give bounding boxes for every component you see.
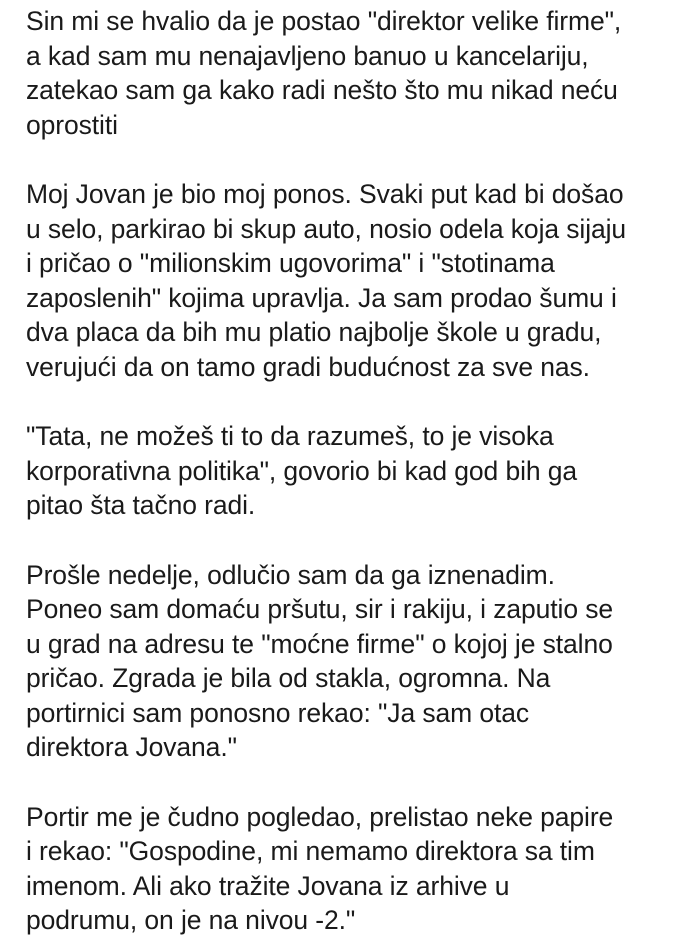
text-line: Poneo sam domaću pršutu, sir i rakiju, i zaputio se xyxy=(26,594,614,625)
paragraph-3 xyxy=(26,419,676,523)
text-line: "Tata, ne možeš ti to da razumeš, to je visoka xyxy=(26,421,554,452)
paragraph-4 xyxy=(26,558,676,766)
text-line: i pričao o "milionskim ugovorima" i "stotinama xyxy=(26,248,555,279)
text-line: i rekao: "Gospodine, mi nemamo direktora sa tim xyxy=(26,836,595,867)
text-line: pitao šta tačno radi. xyxy=(26,490,256,521)
text-line-cut-off: podrumu, on je na nivou -2." xyxy=(26,905,356,936)
paragraph-2 xyxy=(26,177,676,385)
text-line: oprostiti xyxy=(26,109,118,140)
post-body xyxy=(26,4,676,952)
text-line: Prošle nedelje, odlučio sam da ga iznenadim. xyxy=(26,559,555,590)
paragraph-5 xyxy=(26,800,676,936)
text-line: portirnici sam ponosno rekao: "Ja sam otac xyxy=(26,697,530,728)
text-line: a kad sam mu nenajavljeno banuo u kancelariju, xyxy=(26,40,589,71)
text-line: u selo, parkirao bi skup auto, nosio odela koja sijaju xyxy=(26,213,627,244)
text-line: imenom. Ali ako tražite Jovana iz arhive u xyxy=(26,870,510,901)
text-line: Portir me je čudno pogledao, prelistao neke papire xyxy=(26,801,614,832)
text-line: zatekao sam ga kako radi nešto što mu nikad neću xyxy=(26,75,618,106)
text-line: korporativna politika", govorio bi kad god bih ga xyxy=(26,455,578,486)
text-line: u grad na adresu te "moćne firme" o kojoj je stalno xyxy=(26,628,613,659)
paragraph-1 xyxy=(26,4,676,142)
text-line: pričao. Zgrada je bila od stakla, ogromna. Na xyxy=(26,663,551,694)
text-line: Moj Jovan je bio moj ponos. Svaki put kad bi došao xyxy=(26,178,624,209)
text-line: direktora Jovana." xyxy=(26,732,237,763)
text-line: zaposlenih" kojima upravlja. Ja sam prodao šumu i xyxy=(26,282,617,313)
text-line: verujući da on tamo gradi budućnost za sve nas. xyxy=(26,351,590,382)
text-line: dva placa da bih mu platio najbolje škole u gradu, xyxy=(26,317,602,348)
text-line: Sin mi se hvalio da je postao "direktor velike firme", xyxy=(26,6,622,36)
